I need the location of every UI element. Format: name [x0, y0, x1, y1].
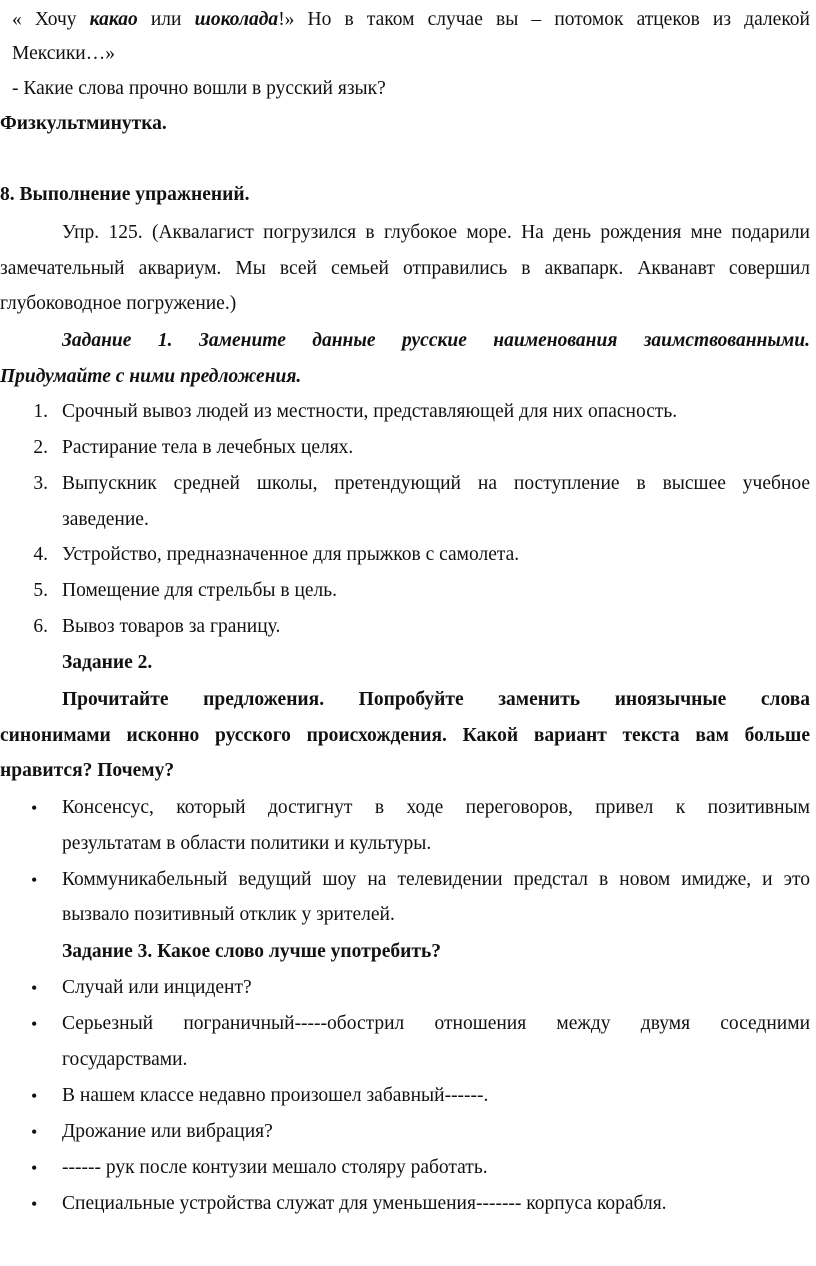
list-item-number: 2. [33, 437, 48, 458]
list-item-text-cont: результатам в области политики и культуры. [62, 833, 432, 854]
list-item-text: Помещение для стрельбы в цель. [62, 580, 338, 601]
intro-line-1 [12, 8, 810, 32]
intro-line-2: Мексики…» [12, 43, 115, 64]
list-item-text: Консенсус, который достигнут в ходе переговоров, привел к позитивным [62, 797, 810, 818]
exercise-line-1: Упр. 125. (Аквалагист погрузился в глубокое море. На день рождения мне подарили [62, 222, 810, 243]
task-2-text-line-2: синонимами исконно русского происхождения. Какой вариант текста вам больше [0, 725, 810, 746]
bullet: • [31, 1194, 38, 1214]
intro-question: - Какие слова прочно вошли в русский язык? [12, 78, 386, 99]
list-item-text: Дрожание или вибрация? [62, 1121, 273, 1142]
list-item-text: Специальные устройства служат для уменьшения------- корпуса корабля. [62, 1193, 667, 1214]
intro-text-or: или [137, 9, 195, 30]
word-chocolate: шоколада [194, 9, 279, 30]
list-item-number: 3. [33, 473, 48, 494]
list-item-text: Серьезный пограничный-----обострил отношения между двумя соседними [62, 1013, 810, 1034]
bullet: • [31, 1014, 38, 1034]
list-item-number: 4. [33, 544, 48, 565]
task-2-text-line-3: нравится? Почему? [0, 760, 175, 781]
list-item-text: Растирание тела в лечебных целях. [62, 437, 354, 458]
bullet: • [31, 1086, 38, 1106]
task-2-text-line-1: Прочитайте предложения. Попробуйте заменить иноязычные слова [62, 689, 810, 710]
list-item-text: Выпускник средней школы, претендующий на поступление в высшее учебное [62, 473, 810, 494]
task-1-title-line-2: Придумайте с ними предложения. [0, 366, 302, 387]
word-cacao: какао [89, 9, 138, 30]
list-item-text: Вывоз товаров за границу. [62, 616, 281, 637]
task-1-title-line-1: Задание 1. Замените данные русские наименования заимствованными. [62, 330, 810, 351]
bullet: • [31, 798, 38, 818]
fizkultminutka-heading: Физкультминутка. [0, 113, 167, 134]
list-item-text-cont: заведение. [62, 509, 149, 530]
list-item-text: Срочный вывоз людей из местности, представляющей для них опасность. [62, 401, 678, 422]
list-item-text-cont: вызвало позитивный отклик у зрителей. [62, 904, 395, 925]
bullet: • [31, 1122, 38, 1142]
list-item-text: Случай или инцидент? [62, 977, 252, 998]
list-item-number: 5. [33, 580, 48, 601]
exercise-line-3: глубоководное погружение.) [0, 293, 237, 314]
list-item-text: ------ рук после контузии мешало столяру работать. [62, 1157, 488, 1178]
intro-text-open: « Хочу [12, 9, 90, 30]
bullet: • [31, 870, 38, 890]
list-item-number: 6. [33, 616, 48, 637]
list-item-text-cont: государствами. [62, 1049, 188, 1070]
list-item-number: 1. [33, 401, 48, 422]
section-8-heading: 8. Выполнение упражнений. [0, 184, 250, 205]
bullet: • [31, 978, 38, 998]
task-2-title: Задание 2. [62, 652, 153, 673]
bullet: • [31, 1158, 38, 1178]
intro-text-rest: !» Но в таком случае вы – потомок атцеков из далекой [278, 9, 810, 30]
list-item-text: Устройство, предназначенное для прыжков с самолета. [62, 544, 520, 565]
task-3-title: Задание 3. Какое слово лучше употребить? [62, 941, 442, 962]
exercise-line-2: замечательный аквариум. Мы всей семьей отправились в аквапарк. Акванавт совершил [0, 258, 810, 279]
list-item-text: Коммуникабельный ведущий шоу на телевидении предстал в новом имидже, и это [62, 869, 810, 890]
list-item-text: В нашем классе недавно произошел забавный------. [62, 1085, 489, 1106]
